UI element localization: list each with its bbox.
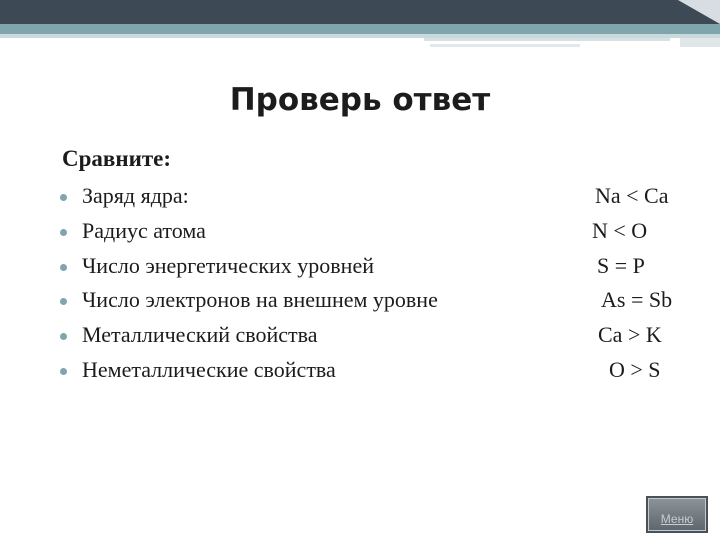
list-item [60,218,720,253]
row-value: As = Sb [601,287,673,313]
row-value: N < O [592,217,648,243]
header-decoration-line [424,38,670,41]
header-teal-band [0,24,720,34]
header-decoration-block [680,38,720,47]
header-dark-band [0,0,720,24]
row-value: O > S [609,356,661,382]
row-label: Металлический свойства [82,322,318,348]
row-label: Заряд ядра: [82,183,189,208]
header-decoration-line [430,44,580,47]
comparison-list [60,183,720,392]
list-item [60,253,720,288]
list-item [60,322,720,357]
bullet-icon [60,229,67,236]
list-item [60,357,720,392]
row-value: Na < Ca [595,183,669,208]
row-label: Число энергетических уровней [82,252,374,278]
slide-title: Проверь ответ [229,82,491,118]
bullet-icon [60,264,67,271]
row-value: S = P [597,252,645,278]
bullet-icon [60,368,67,375]
row-label: Радиус атома [82,217,206,243]
menu-button-label: Меню [660,512,694,526]
header-corner-accent [678,0,720,24]
slide-subtitle: Сравните: [62,146,171,171]
menu-button[interactable] [646,496,708,533]
row-label: Число электронов на внешнем уровне [82,287,438,313]
list-item [60,183,720,218]
list-item [60,287,720,322]
bullet-icon [60,298,67,305]
row-label: Неметаллические свойства [82,356,336,382]
bullet-icon [60,333,67,340]
bullet-icon [60,194,67,201]
row-value: Ca > K [598,322,662,348]
